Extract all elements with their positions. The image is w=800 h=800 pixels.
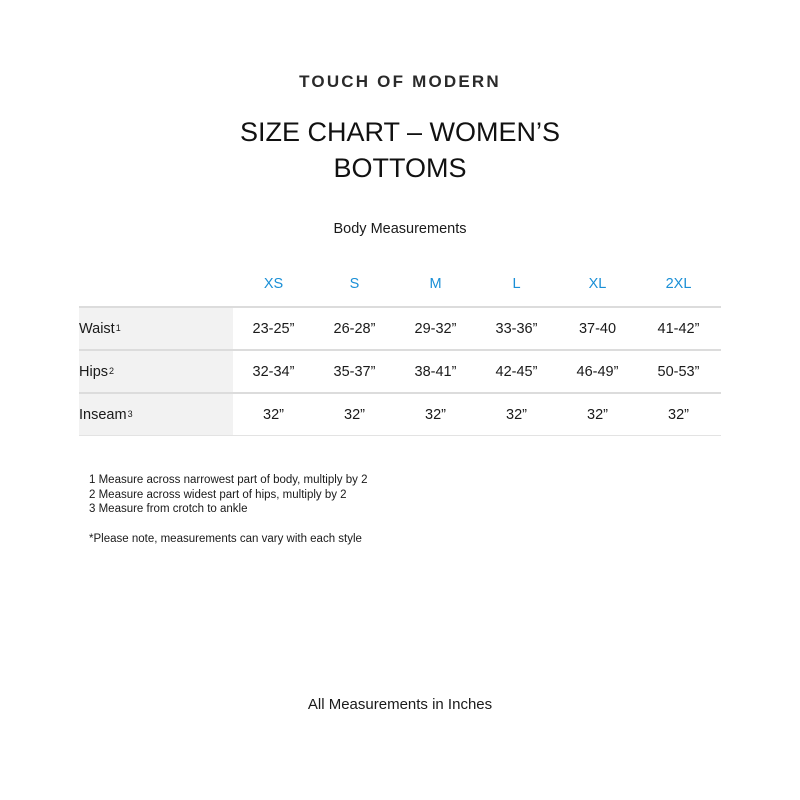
title-line-2: BOTTOMS xyxy=(333,153,467,183)
footnote-marker: 1 xyxy=(115,322,121,333)
footnote-2: 2 Measure across widest part of hips, multiply by 2 xyxy=(89,488,347,501)
table-cell: 32” xyxy=(344,406,365,423)
table-row-waist xyxy=(79,306,721,349)
table-cell: 38-41” xyxy=(414,363,457,380)
row-label-inseam xyxy=(79,394,233,435)
brand-logo-text: TOUCH OF MODERN xyxy=(299,72,501,91)
table-cell: 50-53” xyxy=(657,363,700,380)
table-header-row xyxy=(79,262,721,306)
table-cell: 26-28” xyxy=(333,320,376,337)
table-row-hips xyxy=(79,349,721,392)
row-label-hips xyxy=(79,351,233,392)
size-header-m: M xyxy=(429,276,442,292)
disclaimer-note: *Please note, measurements can vary with each style xyxy=(89,532,362,545)
table-cell: 42-45” xyxy=(495,363,538,380)
footnotes xyxy=(89,473,367,546)
table-cell: 23-25” xyxy=(252,320,295,337)
table-cell: 41-42” xyxy=(657,320,700,337)
row-label-text: Inseam xyxy=(79,406,127,423)
table-cell: 32” xyxy=(587,406,608,423)
table-cell: 32” xyxy=(506,406,527,423)
footnote-marker: 3 xyxy=(127,408,133,419)
units-footer: All Measurements in Inches xyxy=(307,696,493,713)
table-cell: 33-36” xyxy=(495,320,538,337)
table-cell: 37-40 xyxy=(578,320,617,337)
size-header-xl: XL xyxy=(588,276,607,292)
table-cell: 46-49” xyxy=(576,363,619,380)
table-cell: 32-34” xyxy=(252,363,295,380)
table-cell: 29-32” xyxy=(414,320,457,337)
title-line-1: SIZE CHART – WOMEN’S xyxy=(239,117,561,147)
table-row-inseam xyxy=(79,392,721,436)
footnote-3: 3 Measure from crotch to ankle xyxy=(89,503,248,515)
size-header-s: S xyxy=(349,276,360,292)
table-cell: 32” xyxy=(425,406,446,423)
table-cell: 32” xyxy=(668,406,689,423)
row-label-text: Hips xyxy=(79,363,109,380)
size-header-l: L xyxy=(512,276,521,292)
table-cell: 35-37” xyxy=(333,363,376,380)
table-subtitle: Body Measurements xyxy=(333,221,467,237)
row-label-text: Waist xyxy=(79,320,115,337)
header-empty-cell xyxy=(79,262,233,306)
row-label-waist xyxy=(79,308,233,349)
footnote-marker: 2 xyxy=(109,365,115,376)
page-title xyxy=(0,114,800,186)
table-cell: 32” xyxy=(263,406,284,423)
size-chart-table xyxy=(79,262,721,436)
size-header-2xl: 2XL xyxy=(665,276,692,292)
size-header-xs: XS xyxy=(263,276,284,292)
footnote-1: 1 Measure across narrowest part of body, multiply by 2 xyxy=(89,474,368,486)
